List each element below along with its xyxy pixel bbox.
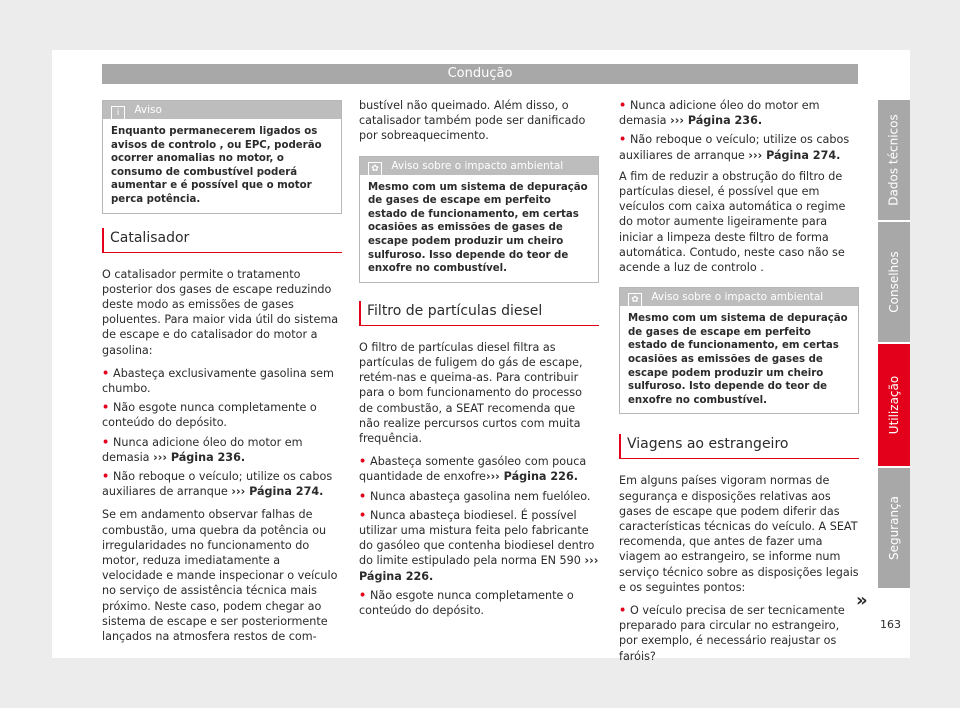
- paragraph: bustível não queimado. Além disso, o catalisador também pode ser danificado por sobreaquecimento.: [359, 99, 586, 143]
- list-item: • Não esgote nunca completamente o conteúdo do depósito.: [359, 588, 574, 618]
- environment-notice-header: [360, 157, 598, 175]
- section-title-filtro: Filtro de partículas diesel: [359, 301, 599, 326]
- paragraph: Em alguns países vigoram normas de segurança e disposições relativas aos gases de escape que podem diferir das características técnicas do veículo. A SEAT recomenda, que antes de fazer uma viagem ao estrangeiro, se informe num serviço técnico sobre as disposições legais e os seguintes pontos:: [619, 474, 859, 594]
- list-item: • Nunca abasteça biodiesel. É possível utilizar uma mistura feita pelo fabricante do gasóleo que contenha biodiesel dentro do limite estipulado pela norma EN 590 ››› Página 226.: [359, 508, 599, 583]
- continue-arrow-icon: »: [856, 590, 868, 611]
- list-item: • Abasteça exclusivamente gasolina sem chumbo.: [102, 366, 334, 395]
- page-reference[interactable]: ››› Página 274.: [748, 148, 841, 162]
- page-number: 163: [880, 618, 901, 631]
- section-title-catalisador: Catalisador: [102, 228, 342, 253]
- environment-notice-title: Aviso sobre o impacto ambiental: [391, 159, 564, 172]
- list-item: • Nunca adicione óleo do motor em demasia ››› Página 236.: [619, 99, 820, 128]
- notice-text: Enquanto permanecerem ligados os avisos de controlo , ou EPC, poderão ocorrer anomalias no motor, o consumo de combustível poderá aumentar e é possível que o motor perca potência.: [111, 126, 322, 205]
- environment-notice-header: [620, 288, 858, 306]
- page-reference[interactable]: ››› Página 236.: [153, 450, 246, 464]
- notice-box: [102, 100, 342, 214]
- leaf-icon: ✿: [628, 293, 642, 307]
- list-item: • Nunca abasteça gasolina nem fuelóleo.: [359, 489, 591, 503]
- info-icon: i: [111, 106, 125, 120]
- notice-header: [103, 101, 341, 119]
- tab-seguranca[interactable]: Segurança: [878, 468, 910, 588]
- environment-notice-text: Mesmo com um sistema de depuração de gases de escape em perfeito estado de funcionamento, em certas ocasiões as emissões de gases de escape podem produzir um cheiro sulfuroso. Isso depende do teor de enxofre no combustível.: [368, 181, 588, 275]
- section-title-viagens: Viagens ao estrangeiro: [619, 434, 859, 459]
- list-item: • Não reboque o veículo; utilize os cabos auxiliares de arranque ››› Página 274.: [619, 133, 850, 162]
- paragraph: O catalisador permite o tratamento posterior dos gases de escape reduzindo deste modo as emissões de gases poluentes. Para maior vida útil do sistema de escape e do catalisador do motor a gasolina:: [102, 267, 339, 357]
- list-item: • Não esgote nunca completamente o conteúdo do depósito.: [102, 401, 317, 430]
- environment-notice-text: Mesmo com um sistema de depuração de gases de escape em perfeito estado de funcionamento, em certas ocasiões as emissões de gases de escape podem produzir um cheiro sulfuroso. Isto depende do teor de enxofre no combustível.: [628, 313, 848, 406]
- list-item: • O veículo precisa de ser tecnicamente preparado para circular no estrangeiro, por exemplo, é necessário reajustar os faróis?: [619, 604, 845, 663]
- column-3: [619, 98, 859, 668]
- page-header: Condução: [102, 64, 858, 84]
- notice-title: Aviso: [134, 104, 162, 116]
- list-item: • Não reboque o veículo; utilize os cabos auxiliares de arranque ››› Página 274.: [102, 470, 333, 499]
- paragraph: O filtro de partículas diesel filtra as partículas de fuligem do gás de escape, retém-nas e queima-as. Para contribuir para o bom funcionamento do processo de combustão, a SEAT recomenda que não realize percursos curtos com muita frequência.: [359, 340, 583, 445]
- leaf-icon: ✿: [368, 162, 382, 176]
- page-reference[interactable]: ››› Página 274.: [231, 485, 324, 499]
- page-reference[interactable]: ››› Página 226.: [485, 470, 578, 484]
- page-reference[interactable]: ››› Página 236.: [670, 114, 763, 128]
- tab-dados-tecnicos[interactable]: Dados técnicos: [878, 100, 910, 220]
- tab-conselhos[interactable]: Conselhos: [878, 222, 910, 342]
- list-item: • Nunca adicione óleo do motor em demasia ››› Página 236.: [102, 435, 303, 464]
- page-reference[interactable]: ››› Página 226.: [359, 554, 599, 583]
- environment-notice-box: [359, 156, 599, 283]
- column-2: [359, 98, 599, 622]
- paragraph: Se em andamento observar falhas de combustão, uma quebra da potência ou irregularidades no funcionamento do motor, reduza imediatamente a velocidade e mande inspecionar o veículo no serviço de assistência técnica mais próximo. Neste caso, podem chegar ao sistema de escape e ser posteriormente lançados na atmosfera restos de com-: [102, 508, 338, 644]
- list-item: • Abasteça somente gasóleo com pouca quantidade de enxofre››› Página 226.: [359, 455, 587, 484]
- chapter-sidebar: [878, 100, 910, 590]
- paragraph: A fim de reduzir a obstrução do filtro de partículas diesel, é possível que em veículos com caixa automática o regime do motor aumente ligeiramente para iniciar a limpeza deste filtro de forma automática. Contudo, neste caso não se acende a luz de controlo .: [619, 169, 846, 275]
- environment-notice-box: [619, 287, 859, 414]
- tab-utilizacao[interactable]: Utilização: [878, 344, 910, 466]
- column-1: [102, 100, 342, 652]
- environment-notice-title: Aviso sobre o impacto ambiental: [651, 291, 824, 304]
